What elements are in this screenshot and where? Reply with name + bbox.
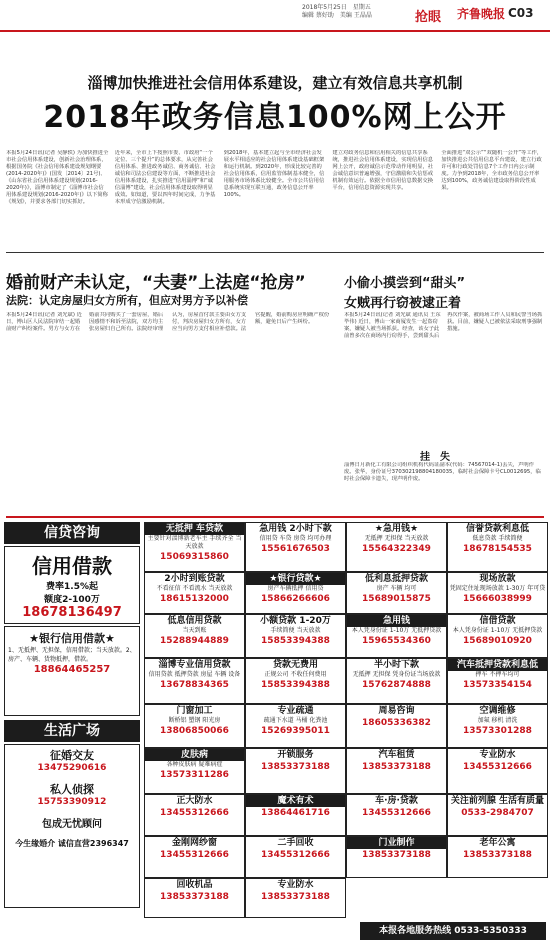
classified-ad-phone: 15853394388 — [261, 636, 330, 646]
classified-ad-body: 本人凭身份证 1-10万 无抵押贷款 — [351, 627, 442, 634]
header-date: 2018年5月25日 星期五 — [302, 4, 371, 11]
article3-body: 本报5月24日讯(记者 刘光斌 通讯员 王东 毕伟) 近日，博山一家商厦发生一起盗窃案，嫌疑人被当场抓获。经查，该女子此前曾多次在商场内行窃得手，尝到甜头后再次作案，被商场工作人员和民警当场抓获。目前，嫌疑人已被依法采取刑事强制措施。 — [344, 312, 543, 339]
page-number: C03 — [508, 6, 534, 20]
classified-ad-title: 低利息抵押贷款 — [364, 574, 428, 584]
classified-ad-title: 回收机品 — [176, 880, 213, 890]
classified-ad-title: 专业防水 — [277, 880, 314, 890]
classified-ad — [346, 658, 447, 704]
classified-ad-title: 门窗加工 — [176, 706, 213, 716]
classified-ad-phone: 13573311286 — [160, 770, 229, 780]
classified-ad — [245, 836, 346, 878]
classified-ad-phone: 15866266606 — [261, 594, 330, 604]
classified-ad-phone: 13853373188 — [261, 892, 330, 902]
classified-ad — [447, 658, 548, 704]
classified-ad-title: 半小时下款 — [373, 660, 419, 670]
life-ads — [4, 744, 140, 908]
classified-ad-phone: 15069315860 — [160, 552, 229, 562]
classified-ad-body: 押车 不押车均可 — [475, 671, 520, 678]
section-header-loans: 信贷咨询 — [4, 522, 140, 544]
classified-ad-title: 淄博专业信用贷款 — [158, 660, 231, 670]
header-editors: 编辑 蔡好助 美编 王晶晶 — [302, 12, 372, 19]
classified-ad-phone: 13853373188 — [261, 762, 330, 772]
classified-ad-phone: 13455312666 — [160, 808, 229, 818]
classified-ad — [144, 794, 245, 836]
bank-loan-title: ★银行信用借款★ — [29, 632, 115, 645]
classified-ad-phone: 15288944889 — [160, 636, 229, 646]
classified-ad-phone: 13853373188 — [362, 762, 431, 772]
classified-ad-body: 无抵押 无担保 凭身份证当场放款 — [352, 671, 441, 678]
classified-ad-title: 信誉贷款利息低 — [465, 524, 529, 534]
classified-ad — [144, 614, 245, 658]
classified-ad-title: 急用钱 2小时下款 — [259, 524, 332, 534]
article3-headline2: 女贼再行窃被逮正着 — [344, 296, 462, 311]
section-header-life: 生活广场 — [4, 720, 140, 742]
classified-ad-phone: 13573354154 — [463, 680, 532, 690]
newspaper-logo: 齐鲁晚报 — [457, 7, 506, 21]
classified-ad-phone: 15853394388 — [261, 680, 330, 690]
classified-ad-title: ★银行贷款★ — [246, 573, 345, 585]
classified-ad — [245, 748, 346, 794]
classified-ad-phone: 15666038999 — [463, 594, 532, 604]
classified-ad-phone: 15561676503 — [261, 544, 330, 554]
classified-ad-body: 断桥铝 塑钢 阳光房 — [168, 717, 221, 724]
loan-amount: 额度2-100万 — [44, 595, 100, 605]
classified-ad — [346, 704, 447, 748]
classified-ad-phone: 15564322349 — [362, 544, 431, 554]
classified-ad — [447, 748, 548, 794]
classified-ad — [346, 522, 447, 572]
classified-ad-phone: 18678154535 — [463, 544, 532, 554]
classified-ad-title: 贷款无费用 — [272, 660, 318, 670]
article2-subhead: 法院：认定房屋归女方所有，但应对男方予以补偿 — [6, 294, 248, 307]
divider — [6, 252, 544, 253]
classified-ad — [346, 614, 447, 658]
classified-ad-phone: 13853373188 — [160, 892, 229, 902]
classified-ad-phone: 18605336382 — [362, 718, 431, 728]
classified-ad-title: 二手回收 — [277, 838, 314, 848]
classified-ad-title: 2小时到账贷款 — [164, 574, 225, 584]
classified-ad-title: 正大防水 — [176, 796, 213, 806]
loan-rate: 费率1.5%起 — [46, 582, 98, 592]
classified-ad-phone: 15762874888 — [362, 680, 431, 690]
classified-ad — [144, 836, 245, 878]
classified-ad — [245, 658, 346, 704]
classified-ad-title: 空调维修 — [479, 706, 516, 716]
classified-ad-title: 周易咨询 — [378, 706, 415, 716]
classified-ad-body: 无抵押 无担保 当天放款 — [364, 535, 429, 542]
classified-ad-title: 汽车抵押贷款利息低 — [448, 659, 547, 671]
article3-headline1: 小偷小摸尝到“甜头” — [344, 276, 466, 291]
classified-ad-title: 专业疏通 — [277, 706, 314, 716]
classified-ad — [447, 836, 548, 878]
classified-ad — [144, 748, 245, 794]
article1-deck: 淄博加快推进社会信用体系建设，建立有效信息共享机制 — [87, 74, 463, 92]
loan-ad — [4, 546, 140, 624]
life-ad-title: 今生缘婚介 诚信直营2396347 — [15, 839, 129, 848]
classified-ad-phone: 13853373188 — [463, 850, 532, 860]
classified-ad-title: 皮肤病 — [145, 749, 244, 761]
article1-col: 全面推进“双公示”“双随机一公开”等工作，加快推进公共信用信息平台建设，建立行政许可和行政处罚信息7个工作日内公示制度。力争到2018年，全市政务信息公开率达到100%，政务诚信建设取得阶段性成果。 — [441, 150, 543, 191]
classified-ad-body: 房产 车辆 均可 — [376, 585, 417, 592]
classified-ad-body: 各种皮肤病 疑难病症 — [166, 761, 223, 768]
classified-ad — [346, 836, 447, 878]
classified-ad-body: 不看征信 不看流水 当天放款 — [156, 585, 233, 592]
classified-ad-title: 无抵押 车贷款 — [145, 523, 244, 535]
loan-title: 信用借款 — [32, 554, 112, 578]
life-ad-phone: 15753390912 — [37, 797, 107, 807]
classified-ad — [346, 794, 447, 836]
classified-ad — [144, 572, 245, 614]
bank-loan-ad — [4, 626, 140, 716]
classified-ad — [245, 522, 346, 572]
page-header — [0, 0, 550, 32]
classified-ad-title: 急用钱 — [347, 615, 446, 627]
classified-ad-title: 关注前列腺 生活有质量 — [450, 796, 545, 806]
ads-divider — [6, 516, 544, 518]
classified-ad-phone: 18615132000 — [160, 594, 229, 604]
loan-phone: 18678136497 — [22, 605, 122, 620]
classified-ad-title: 魔术有术 — [246, 795, 345, 807]
classified-ad-title: 现场放款 — [479, 574, 516, 584]
classified-ad — [447, 522, 548, 572]
classified-ad — [245, 794, 346, 836]
classified-ad — [245, 572, 346, 614]
classified-ad-phone: 15689015875 — [362, 594, 431, 604]
classified-ad-body: 正规公司 不收任何费用 — [264, 671, 327, 678]
classified-ad-title: 金刚网纱窗 — [171, 838, 217, 848]
life-ad-title: 私人侦探 — [50, 783, 94, 796]
classified-ad-phone: 13864461716 — [261, 808, 330, 818]
article1-body — [6, 150, 544, 242]
classified-ad-phone: 13573301288 — [463, 726, 532, 736]
classified-ad-body: 主要针对淄博新老车主 手续齐全 当天放款 — [147, 535, 242, 550]
classified-ad-phone: 13678834365 — [160, 680, 229, 690]
classified-ad-title: ★急用钱★ — [374, 524, 419, 534]
classified-ad-phone: 13455312666 — [463, 762, 532, 772]
classified-ad-body: 手续简便 当天放款 — [270, 627, 321, 634]
bank-loan-lines: 1、无抵押、无担保，信用借款；当天放款。2、房产、车辆、货物抵押，借款。 — [8, 647, 136, 663]
classified-ad-title: 低息信用贷款 — [167, 616, 222, 626]
classified-ad-phone: 13806850066 — [160, 726, 229, 736]
article1-col: 建立对政务信息和信用相关的信息共享系统，推进社会信用体系建设，实现信用信息网上公开，政府诚信示范带动作用明显，社会诚信意识普遍增强，守信激励和失信惩戒机制有效运行。依据全市信用信息数据交换平台，信用信息资源实现共享。 — [332, 150, 434, 191]
classified-ad-phone: 13455312666 — [160, 850, 229, 860]
classified-ad — [346, 748, 447, 794]
classified-ad-title: 专业防水 — [479, 750, 516, 760]
life-ad-title: 征婚交友 — [50, 749, 94, 762]
notice-body: 淄博日月新化工有限公司组织机构代码证副本(代码：74567014-1)丢失，声明作废。张华，身份证号370302198804180035，临时社会保障卡号CL0012695，临时社会保障卡遗失，现声明作废。 — [344, 462, 541, 482]
classified-ad — [144, 878, 245, 918]
loan-column — [4, 522, 140, 908]
classified-ad-body: 信用贷款 抵押贷款 房屋 车辆 设备 — [148, 671, 241, 678]
classified-ad-phone: 15269395011 — [261, 726, 330, 736]
classified-ad-title: 车·房·贷款 — [375, 796, 418, 806]
classified-ad — [245, 878, 346, 918]
classified-ad-title: 汽车租赁 — [378, 750, 415, 760]
footer-hotline: 本报各地服务热线 0533-5350333 — [360, 922, 546, 940]
classified-ad — [447, 572, 548, 614]
classified-ad — [245, 614, 346, 658]
article1-col: 到2018年，基本建立起与全市经济社会发展水平相适应的社会信用体系建设基础框架和运行机制。到2020年，形成比较完善的社会信用体系，信用监管体制基本健全，信用服务市场体系比较健全。全市公共信用信息系统实现互联互通，政务信息公开率100%。 — [223, 150, 325, 198]
classified-ad — [245, 704, 346, 748]
notice-title: 挂 失 — [420, 452, 450, 463]
article1-col: 本报5月24日讯(记者 吴静轶) 为加快推进全市社会信用体系建设，创新社会治理体系，根据国务院《社会信用体系建设规划纲要(2014-2020年)》(国发〔2014〕21号)、《山东省社会信用体系建设规划(2016-2020年)》，淄博市制定了《淄博市社会信用体系建设规划(2016-2020年)》以下简称《规划》，并要求各部门切实抓好。 — [6, 150, 109, 205]
classified-ad — [447, 614, 548, 658]
life-ad-title: 包成无忧顾问 — [42, 819, 102, 830]
classified-ad-title: 门业制作 — [347, 837, 446, 849]
classified-ad-phone: 13455312666 — [362, 808, 431, 818]
classified-ad-body: 凭固定住址现场放款 1-30万 年可贷 — [449, 585, 546, 592]
classified-ad — [346, 572, 447, 614]
classified-ad — [144, 522, 245, 572]
article1-headline: 2018年政务信息100%网上公开 — [43, 100, 507, 135]
section-name: 抢眼 — [415, 10, 442, 25]
classified-ad-title: 老年公寓 — [479, 838, 516, 848]
classified-ad-title: 信借贷款 — [479, 616, 516, 626]
article1-col: 近年来，全市上下按照市委、市政府“一个定位、三个提升”的总体要求，从完善社会信用体系、推进政务诚信、商务诚信、社会诚信和司法公信建设等方面，不断推进社会信用体系建设，扎实推进“信用淄博”和“诚信淄博”建设，社会信用体系建设取得明显成效。如知道，要以四年时间完成，力争基本形成守信激励机制。 — [114, 150, 216, 205]
classified-ad-title: 开锁服务 — [277, 750, 314, 760]
article2-headline: 婚前财产未认定，“夫妻”上法庭“抢房” — [6, 273, 306, 293]
classified-ad-body: 信用贷 车贷 房贷 均可办理 — [259, 535, 332, 542]
classified-ad-body: 低息贷款 手续简便 — [472, 535, 523, 542]
classified-ad-body: 当天到账 — [182, 627, 207, 634]
classified-ad-phone: 13455312666 — [261, 850, 330, 860]
classified-ad-phone: 15689010920 — [463, 636, 532, 646]
classified-ad-body: 疏通下水道 马桶 化粪池 — [263, 717, 328, 724]
classified-ad-body: 加氟 移机 清洗 — [477, 717, 518, 724]
classified-ad — [447, 704, 548, 748]
classified-ad-body: 房产车辆抵押 信用贷 — [267, 585, 324, 592]
classified-ad-phone: 13853373188 — [362, 850, 431, 860]
classified-ad — [144, 658, 245, 704]
classified-ad-title: 小额贷款 1-20万 — [260, 616, 331, 626]
classifieds-area — [0, 520, 550, 944]
article2-body: 本报5月24日讯(记者 刘光斌) 近日，博山区人民法院审结一起婚前财产纠纷案件。男方与女方在婚前共同购买了一套房屋，婚后因感情不和诉至法院，双方均主张房屋归自己所有。法院经审理认为，房屋首付款主要由女方支付，判决房屋归女方所有，女方应当向男方支付相应补偿款。法官提醒，婚前购房应明确产权份额，避免日后产生纠纷。 — [6, 312, 330, 332]
life-ad-phone: 13475290616 — [37, 763, 107, 773]
classified-ad — [447, 794, 548, 836]
classified-ad-phone: 0533-2984707 — [461, 808, 534, 818]
bank-loan-phone: 18864465257 — [33, 664, 111, 675]
classified-ad-body: 本人凭身份证 1-10万 无抵押贷款 — [452, 627, 543, 634]
classified-ad — [144, 704, 245, 748]
classified-ad-phone: 15965534360 — [362, 636, 431, 646]
